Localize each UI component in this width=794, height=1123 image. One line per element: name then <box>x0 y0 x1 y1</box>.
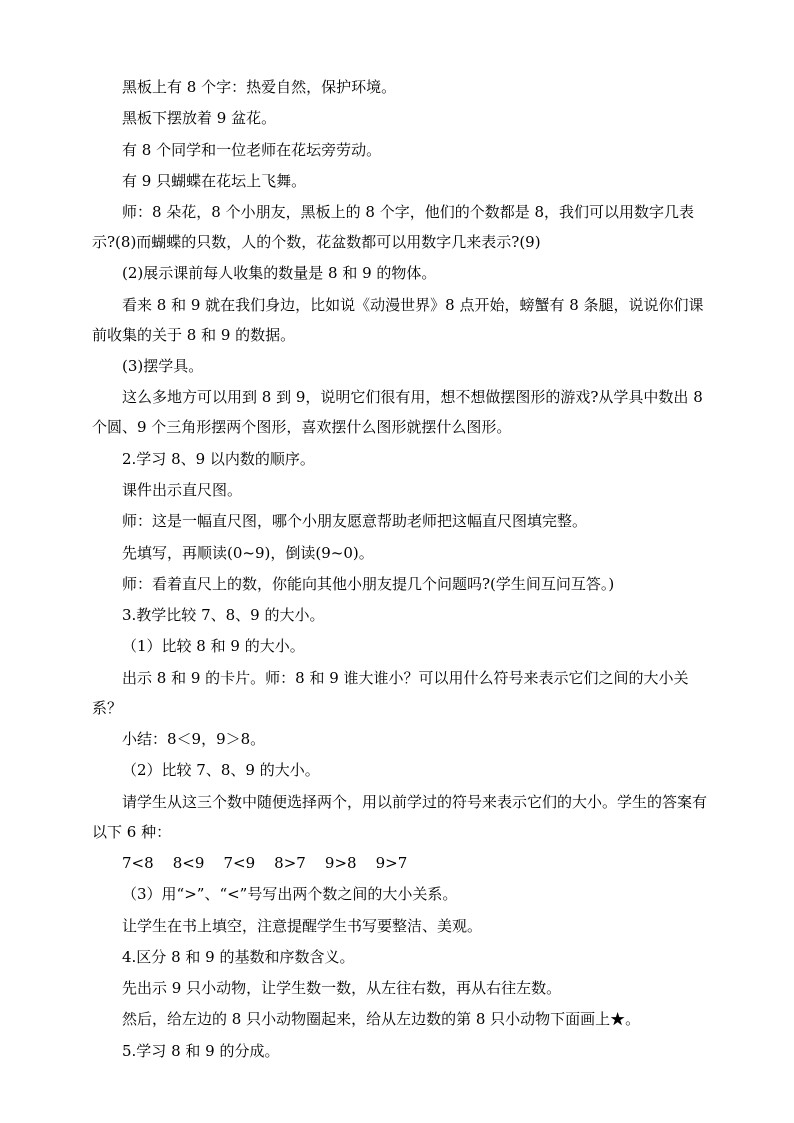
paragraph: 先填写，再顺读(0~9)，倒读(9~0)。 <box>122 543 374 562</box>
paragraph: (2)展示课前每人收集的数量是 8 和 9 的物体。 <box>122 264 437 283</box>
paragraph: 师：这是一幅直尺图，哪个小朋友愿意帮助老师把这幅直尺图填完整。 <box>122 512 588 531</box>
paragraph: 3.教学比较 7、8、9 的大小。 <box>122 606 325 625</box>
paragraph: （1）比较 8 和 9 的大小。 <box>122 637 305 656</box>
paragraph: 师：看着直尺上的数，你能向其他小朋友提几个问题吗?(学生间互问互答。) <box>122 574 615 593</box>
paragraph: 出示 8 和 9 的卡片。师：8 和 9 谁大谁小？可以用什么符号来表示它们之间的大小关系？ <box>92 668 689 717</box>
paragraph: 课件出示直尺图。 <box>122 480 243 499</box>
paragraph: 先出示 9 只小动物，让学生数一数，从左往右数，再从右往左数。 <box>122 979 562 998</box>
paragraph: 小结：8＜9，9＞8。 <box>122 730 266 749</box>
paragraph: （3）用“>”、“<”号写出两个数之间的大小关系。 <box>122 885 458 904</box>
document-body <box>92 72 712 1067</box>
paragraph: 请学生从这三个数中随便选择两个，用以前学过的符号来表示它们的大小。学生的答案有以下 6 种： <box>92 792 708 841</box>
paragraph: (3)摆学具。 <box>122 357 204 376</box>
paragraph: 4.区分 8 和 9 的基数和序数含义。 <box>122 947 355 966</box>
paragraph: 有 9 只蝴蝶在花坛上飞舞。 <box>122 171 307 190</box>
paragraph: 有 8 个同学和一位老师在花坛旁劳动。 <box>122 140 382 159</box>
paragraph: 这么多地方可以用到 8 到 9，说明它们很有用，想不想做摆图形的游戏?从学具中数出 8 个圆、9 个三角形摆两个图形，喜欢摆什么图形就摆什么图形。 <box>92 388 703 437</box>
paragraph: 让学生在书上填空，注意提醒学生书写要整洁、美观。 <box>122 916 483 935</box>
paragraph: 5.学习 8 和 9 的分成。 <box>122 1041 280 1060</box>
paragraph: 然后，给左边的 8 只小动物圈起来，给从左边数的第 8 只小动物下面画上★。 <box>122 1010 641 1029</box>
paragraph: 黑板上有 8 个字：热爱自然，保护环境。 <box>122 78 397 96</box>
paragraph: 黑板下摆放着 9 盆花。 <box>122 109 277 128</box>
paragraph: 看来 8 和 9 就在我们身边，比如说《动漫世界》8 点开始，螃蟹有 8 条腿，说说你们课前收集的关于 8 和 9 的数据。 <box>92 295 704 344</box>
paragraph: （2）比较 7、8、9 的大小。 <box>122 761 320 780</box>
comparison-list: 7<8 8<9 7<9 8>7 9>8 9>7 <box>122 853 408 872</box>
paragraph: 2.学习 8、9 以内数的顺序。 <box>122 449 315 468</box>
paragraph: 师：8 朵花，8 个小朋友，黑板上的 8 个字，他们的个数都是 8，我们可以用数字几表示?(8)而蝴蝶的只数，人的个数，花盆数都可以用数字几来表示?(9) <box>92 203 695 252</box>
